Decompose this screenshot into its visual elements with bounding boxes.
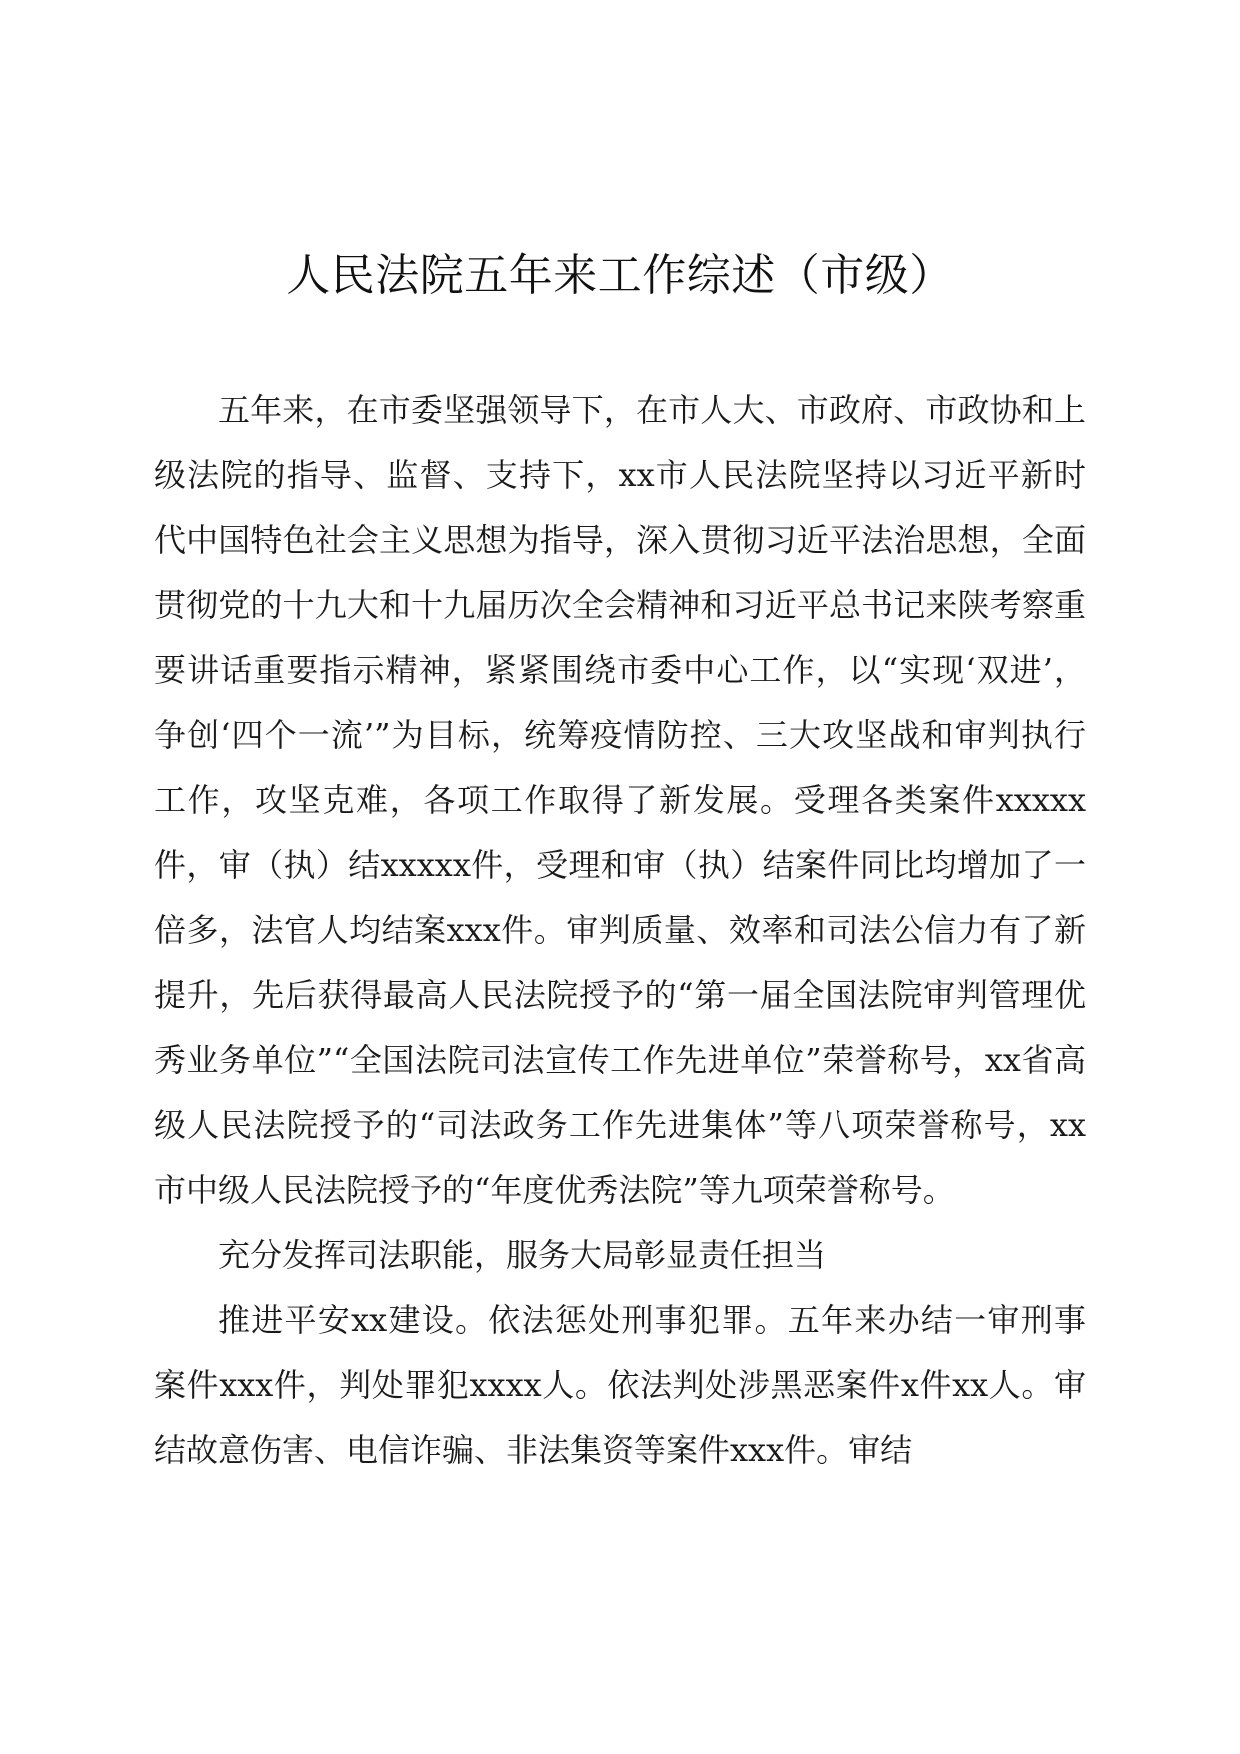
paragraph-safe-city: 推进平安xx建设。依法惩处刑事犯罪。五年来办结一审刑事案件xxx件，判处罪犯xxxx人。依法判处涉黑恶案件x件xx人。审结故意伤害、电信诈骗、非法集资等案件xxx件。审结 [154,1301,1086,1469]
document-title: 人民法院五年来工作综述（市级） [286,250,954,301]
paragraph-summary: 五年来，在市委坚强领导下，在市人大、市政府、市政协和上级法院的指导、监督、支持下，xx市人民法院坚持以习近平新时代中国特色社会主义思想为指导，深入贯彻习近平法治思想，全面贯彻党的十九大和十九届历次全会精神和习近平总书记来陕考察重要讲话重要指示精神，紧紧围绕市委中心工作，以“实现‘双进’，争创‘四个一流’”为目标，统筹疫情防控、三大攻坚战和审判执行工作，攻坚克难，各项工作取得了新发展。受理各类案件xxxxx件，审（执）结xxxxx件，受理和审（执）结案件同比均增加了一倍多，法官人均结案xxx件。审判质量、效率和司法公信力有了新提升，先后获得最高人民法院授予的“第一届全国法院审判管理优秀业务单位”“全国法院司法宣传工作先进单位”荣誉称号，xx省高级人民法院授予的“司法政务工作先进集体”等八项荣誉称号，xx市中级人民法院授予的“年度优秀法院”等九项荣誉称号。 [154,391,1086,1209]
document-body [154,378,1086,1483]
section-heading: 充分发挥司法职能，服务大局彰显责任担当 [218,1236,827,1274]
